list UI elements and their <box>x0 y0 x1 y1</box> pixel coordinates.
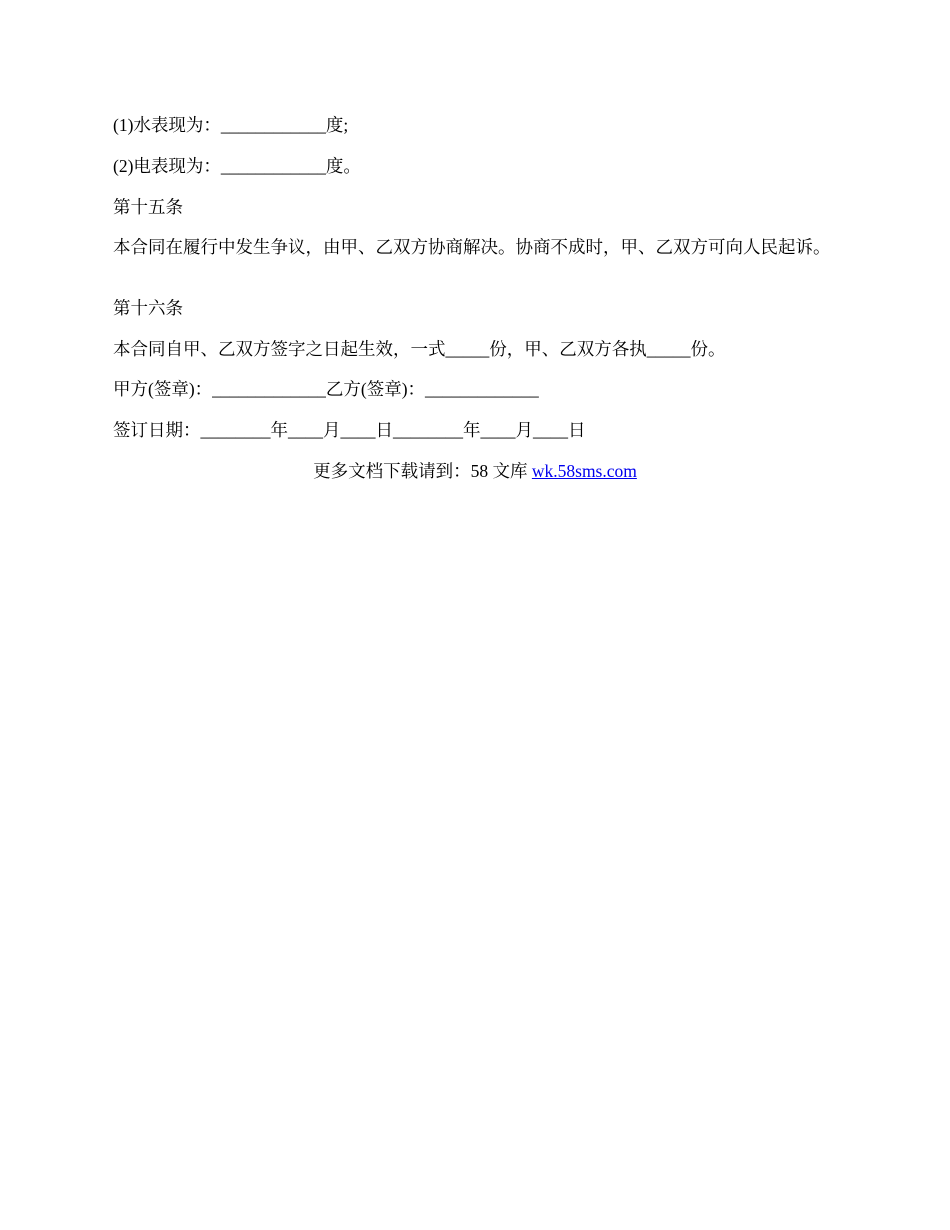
water-meter-line: (1)水表现为：____________度; <box>113 115 349 135</box>
footer-link[interactable]: wk.58sms.com <box>531 461 637 481</box>
article-16-body: 本合同自甲、乙双方签字之日起生效，一式_____份，甲、乙双方各执_____份。 <box>113 339 726 359</box>
article-16-heading: 第十六条 <box>113 298 183 318</box>
footer-prefix: 更多文档下载请到：58 文库 <box>313 461 532 481</box>
sign-date-line: 签订日期：________年____月____日________年____月____日 <box>113 420 586 440</box>
signatures-line: 甲方(签章)：_____________乙方(签章)：_____________ <box>113 379 539 399</box>
footer <box>0 460 950 482</box>
article-15-heading: 第十五条 <box>113 197 183 217</box>
article-15-body: 本合同在履行中发生争议，由甲、乙双方协商解决。协商不成时，甲、乙双方可向人民起诉。 <box>113 237 831 257</box>
electric-meter-line: (2)电表现为：____________度。 <box>113 156 361 176</box>
